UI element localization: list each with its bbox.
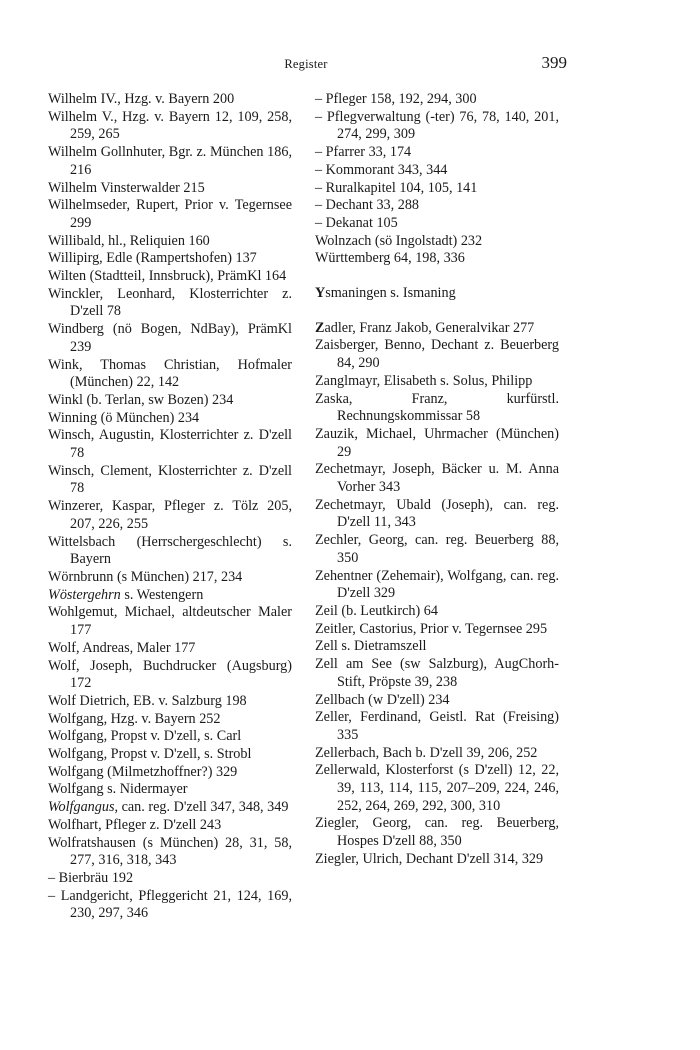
index-entry [48, 321, 292, 356]
index-entry-text: Zeil (b. Leutkirch) 64 [315, 602, 438, 619]
index-entry [315, 745, 559, 763]
index-entry-text: Zell am See (sw Salzburg), AugChorh-Stift, Pröpste 39, 238 [315, 656, 559, 690]
index-entry-text: Winning (ö München) 234 [48, 409, 200, 426]
index-entry [315, 497, 559, 532]
index-entry [48, 569, 292, 587]
index-entry-text: Wörnbrunn (s München) 217, 234 [48, 568, 243, 585]
index-column-left [48, 91, 292, 923]
index-entry-text: Wilten (Stadtteil, Innsbruck), PrämKl 164 [48, 268, 287, 285]
index-entry-text: Willibald, hl., Reliquien 160 [48, 232, 210, 249]
index-entry-text: – Pfleger 158, 192, 294, 300 [315, 91, 477, 107]
index-entry-text: Wilhelm Gollnhuter, Bgr. z. München 186, 216 [48, 144, 292, 178]
index-entry [315, 391, 559, 426]
index-entry-text: Zaska, Franz, kurfürstl. Rechnungskommissar 58 [315, 390, 559, 425]
index-entry [48, 781, 292, 799]
index-entry-text: Wittelsbach (Herrschergeschlecht) s. Bayern [48, 533, 292, 568]
index-entry [48, 764, 292, 782]
index-entry [315, 426, 559, 461]
index-entry-text: Zauzik, Michael, Uhrmacher (München) 29 [315, 425, 559, 460]
index-entry-text: Wink, Thomas Christian, Hofmaler (München) 22, 142 [48, 356, 292, 391]
index-entry [48, 870, 292, 888]
index-entry-text: , can. reg. D'zell 347, 348, 349 [114, 799, 289, 816]
index-section-initial: Z [315, 319, 325, 336]
index-entry [315, 320, 559, 338]
running-head: Register [284, 57, 328, 71]
index-entry [48, 817, 292, 835]
index-entry-text: Wolfratshausen (s München) 28, 31, 58, 277, 316, 318, 343 [48, 834, 292, 869]
index-entry-text: – Dekanat 105 [315, 214, 398, 231]
index-entry-text: – Landgericht, Pfleggericht 21, 124, 169, 230, 297, 346 [48, 887, 292, 922]
index-entry [48, 640, 292, 658]
index-entry [48, 427, 292, 462]
index-entry [315, 144, 559, 162]
index-entry-text: – Bierbräu 192 [48, 869, 134, 886]
index-entry [48, 410, 292, 428]
index-entry [315, 250, 559, 268]
index-entry [315, 162, 559, 180]
index-entry-text: Wilhelmseder, Rupert, Prior v. Tegernsee 299 [48, 197, 292, 231]
index-entry-text: Zellerbach, Bach b. D'zell 39, 206, 252 [315, 744, 538, 761]
index-entry [48, 463, 292, 498]
index-entry-text: Wohlgemut, Michael, altdeutscher Maler 177 [48, 604, 292, 639]
index-entry [48, 746, 292, 764]
index-entry [315, 762, 559, 815]
index-entry-text: smaningen s. Ismaning [325, 285, 456, 302]
index-entry-text: Württemberg 64, 198, 336 [315, 250, 465, 267]
index-entry [48, 357, 292, 392]
index-entry-text: Wilhelm IV., Hzg. v. Bayern 200 [48, 91, 235, 107]
index-entry [315, 709, 559, 744]
index-entry [48, 658, 292, 693]
index-entry [315, 91, 559, 109]
index-entry [315, 851, 559, 869]
index-entry-text: Wolf, Andreas, Maler 177 [48, 639, 196, 656]
index-entry-text: Zeitler, Castorius, Prior v. Tegernsee 295 [315, 620, 548, 637]
index-entry [48, 268, 292, 286]
index-entry [315, 692, 559, 710]
index-entry-text: s. Westengern [124, 586, 204, 603]
index-entry [48, 180, 292, 198]
index-entry-text: Wolf Dietrich, EB. v. Salzburg 198 [48, 692, 247, 709]
index-entry [48, 250, 292, 268]
index-entry-italic-lead: Wöstergehrn [48, 586, 121, 603]
page-number: 399 [541, 53, 567, 72]
index-entry [315, 373, 559, 391]
index-entry [315, 568, 559, 603]
index-entry [48, 233, 292, 251]
index-entry [315, 197, 559, 215]
index-entry [48, 144, 292, 179]
index-entry [48, 91, 292, 109]
index-entry [315, 461, 559, 496]
index-entry-text: – Dechant 33, 288 [315, 197, 420, 214]
index-column-right [315, 91, 559, 869]
index-entry-text: Ziegler, Georg, can. reg. Beuerberg, Hospes D'zell 88, 350 [315, 815, 559, 850]
index-entry-text: Winsch, Clement, Klosterrichter z. D'zell 78 [48, 462, 292, 497]
index-entry-text: – Ruralkapitel 104, 105, 141 [315, 179, 478, 196]
index-entry-text: Zeller, Ferdinand, Geistl. Rat (Freising) 335 [315, 709, 559, 743]
index-entry [315, 621, 559, 639]
index-entry [315, 337, 559, 372]
index-entry [315, 638, 559, 656]
index-entry [48, 604, 292, 639]
index-entry [315, 285, 559, 303]
index-entry-text: Ziegler, Ulrich, Dechant D'zell 314, 329 [315, 850, 544, 867]
index-entry-italic-lead: Wolfgangus [48, 799, 115, 816]
index-entry-text: – Pfarrer 33, 174 [315, 144, 412, 161]
index-entry-text: Winckler, Leonhard, Klosterrichter z. D'zell 78 [48, 285, 292, 320]
index-entry-text: Winkl (b. Terlan, sw Bozen) 234 [48, 391, 234, 408]
index-entry [315, 180, 559, 198]
index-entry-text: – Pflegverwaltung (-ter) 76, 78, 140, 201, 274, 299, 309 [315, 108, 559, 143]
index-entry [315, 532, 559, 567]
index-entry [48, 286, 292, 321]
index-entry-text: Zellerwald, Klosterforst (s D'zell) 12, 22, 39, 113, 114, 115, 207–209, 224, 246, 252, 264, 269, 292, 300, 310 [315, 762, 559, 814]
index-entry [48, 534, 292, 569]
index-entry-text: Wilhelm V., Hzg. v. Bayern 12, 109, 258, 259, 265 [48, 108, 292, 143]
index-entry-text: Wolfgang, Propst v. D'zell, s. Carl [48, 728, 242, 745]
index-section-initial: Y [315, 285, 326, 302]
index-entry-text: Zell s. Dietramszell [315, 638, 427, 655]
index-entry [315, 215, 559, 233]
index-entry [48, 587, 292, 605]
index-entry-text: adler, Franz Jakob, Generalvikar 277 [324, 319, 535, 336]
index-entry-text: Wolf, Joseph, Buchdrucker (Augsburg) 172 [48, 657, 292, 692]
index-entry-text: – Kommorant 343, 344 [315, 161, 448, 178]
index-entry [48, 711, 292, 729]
index-entry [315, 656, 559, 691]
index-entry-text: Zehentner (Zehemair), Wolfgang, can. reg. D'zell 329 [315, 567, 559, 602]
index-entry [48, 799, 292, 817]
index-entry-text: Winzerer, Kaspar, Pfleger z. Tölz 205, 207, 226, 255 [48, 498, 292, 532]
index-entry-text: Windberg (nö Bogen, NdBay), PrämKl 239 [48, 321, 292, 355]
index-entry [48, 835, 292, 870]
index-entry-text: Zaisberger, Benno, Dechant z. Beuerberg 84, 290 [315, 337, 559, 372]
index-entry [48, 888, 292, 923]
index-entry-text: Wolfgang s. Nidermayer [48, 781, 188, 798]
index-entry [315, 815, 559, 850]
index-entry-text: Wilhelm Vinsterwalder 215 [48, 179, 205, 196]
index-entry [48, 728, 292, 746]
index-entry-text: Zanglmayr, Elisabeth s. Solus, Philipp [315, 372, 533, 389]
index-entry-text: Wolfgang, Propst v. D'zell, s. Strobl [48, 746, 252, 763]
index-entry [315, 603, 559, 621]
index-entry [48, 109, 292, 144]
index-entry-text: Zechetmayr, Joseph, Bäcker u. M. Anna Vorher 343 [315, 461, 559, 496]
index-entry-text: Wolfgang (Milmetzhoffner?) 329 [48, 763, 238, 780]
index-entry-text: Zechler, Georg, can. reg. Beuerberg 88, 350 [315, 532, 559, 566]
index-entry-text: Zechetmayr, Ubald (Joseph), can. reg. D'zell 11, 343 [315, 496, 559, 531]
index-entry-text: Willipirg, Edle (Rampertshofen) 137 [48, 250, 257, 267]
index-entry [315, 109, 559, 144]
index-entry [315, 233, 559, 251]
index-entry-text: Wolnzach (sö Ingolstadt) 232 [315, 232, 483, 249]
index-entry-text: Winsch, Augustin, Klosterrichter z. D'zell 78 [48, 427, 292, 462]
index-entry [48, 693, 292, 711]
index-entry-text: Wolfhart, Pfleger z. D'zell 243 [48, 816, 222, 833]
index-entry [48, 498, 292, 533]
index-entry [48, 392, 292, 410]
index-entry [48, 197, 292, 232]
index-entry-text: Wolfgang, Hzg. v. Bayern 252 [48, 710, 221, 727]
index-entry-text: Zellbach (w D'zell) 234 [315, 691, 450, 708]
